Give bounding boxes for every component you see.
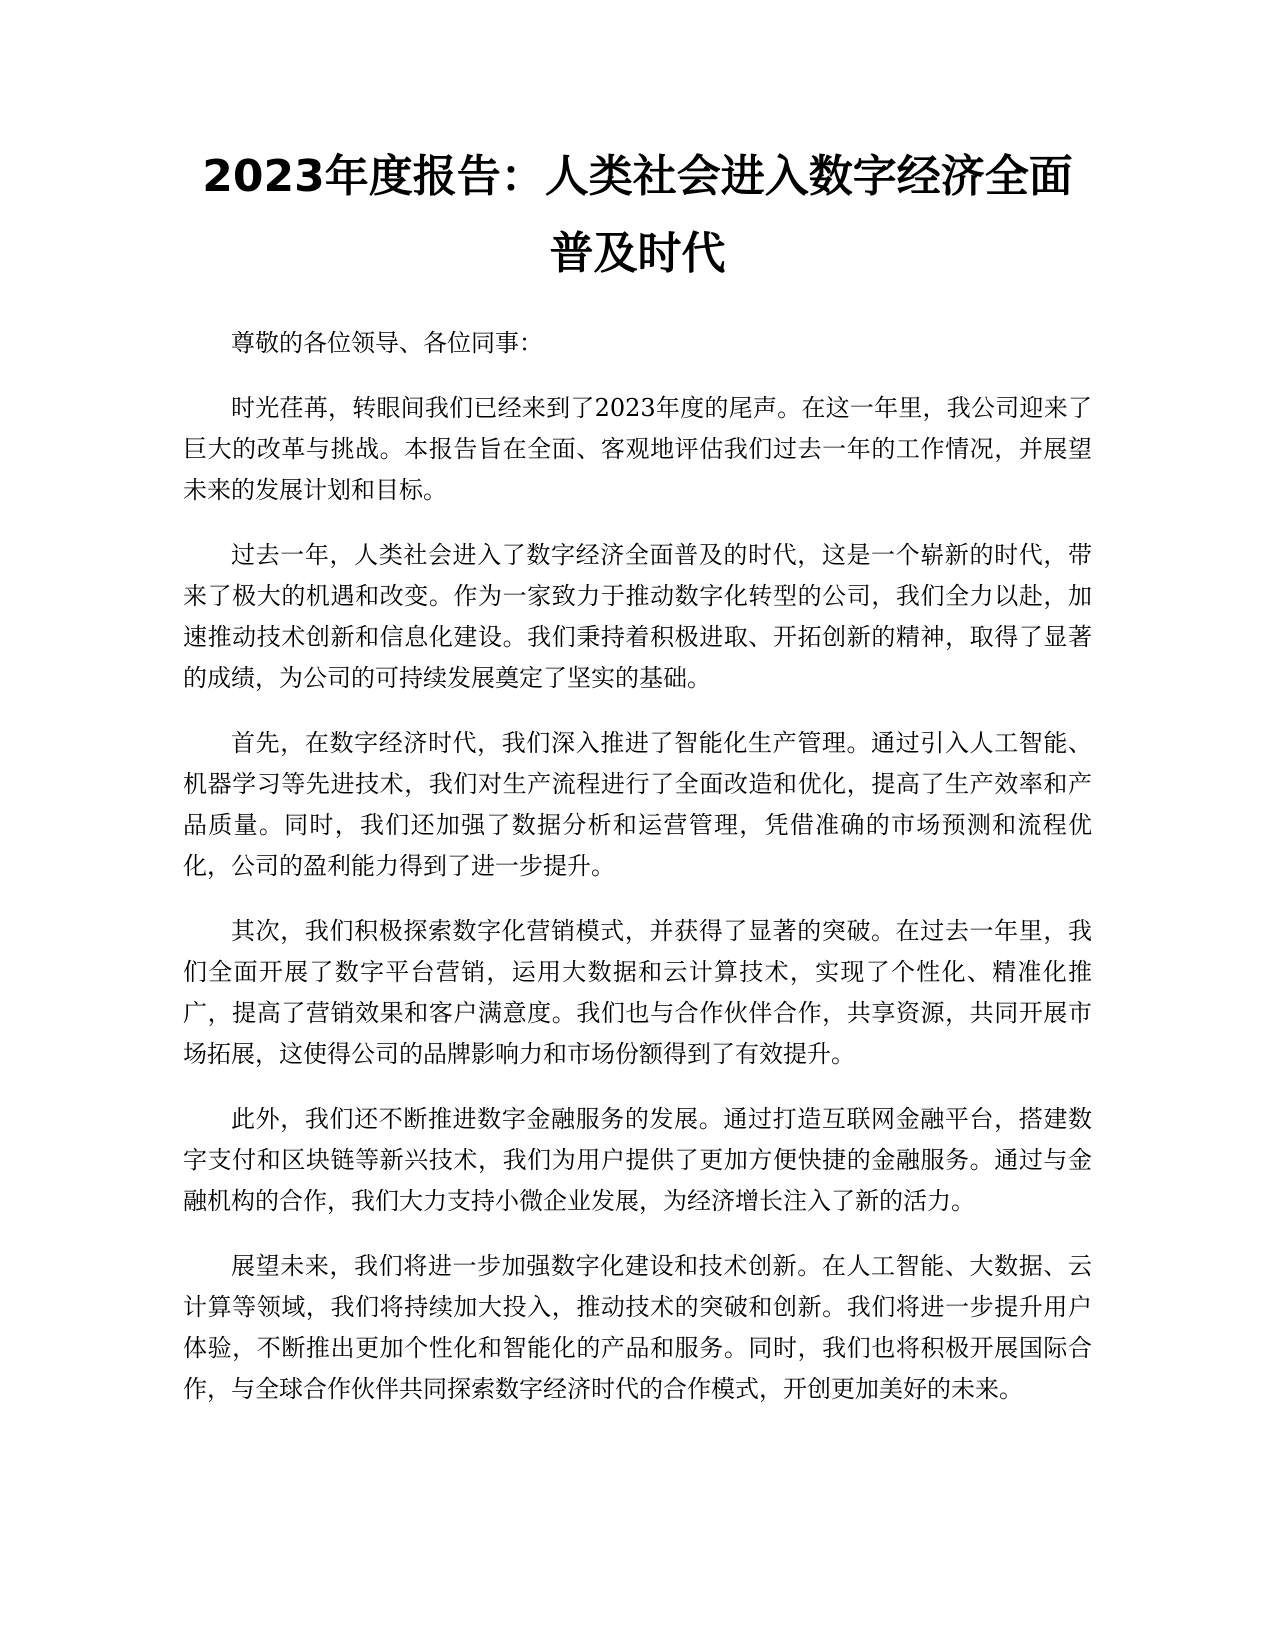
paragraph-smart-production: 首先，在数字经济时代，我们深入推进了智能化生产管理。通过引入人工智能、机器学习等先进技术，我们对生产流程进行了全面改造和优化，提高了生产效率和产品质量。同时，我们还加强了数据分析和运营管理，凭借准确的市场预测和流程优化，公司的盈利能力得到了进一步提升。 (183, 729, 1092, 880)
salutation: 尊敬的各位领导、各位同事： (231, 329, 543, 357)
paragraph-digital-marketing: 其次，我们积极探索数字化营销模式，并获得了显著的突破。在过去一年里，我们全面开展了数字平台营销，运用大数据和云计算技术，实现了个性化、精准化推广，提高了营销效果和客户满意度。我们也与合作伙伴合作，共享资源，共同开展市场拓展，这使得公司的品牌影响力和市场份额得到了有效提升。 (183, 917, 1092, 1068)
paragraph-digital-era: 过去一年，人类社会进入了数字经济全面普及的时代，这是一个崭新的时代，带来了极大的机遇和改变。作为一家致力于推动数字化转型的公司，我们全力以赴，加速推动技术创新和信息化建设。我们秉持着积极进取、开拓创新的精神，取得了显著的成绩，为公司的可持续发展奠定了坚实的基础。 (183, 541, 1092, 692)
paragraph-digital-finance: 此外，我们还不断推进数字金融服务的发展。通过打造互联网金融平台，搭建数字支付和区块链等新兴技术，我们为用户提供了更加方便快捷的金融服务。通过与金融机构的合作，我们大力支持小微企业发展，为经济增长注入了新的活力。 (183, 1105, 1092, 1215)
document-body (183, 323, 1092, 1434)
document-title: 2023年度报告：人类社会进入数字经济全面普及时代 (202, 151, 1073, 279)
paragraph-intro: 时光荏苒，转眼间我们已经来到了2023年度的尾声。在这一年里，我公司迎来了巨大的改革与挑战。本报告旨在全面、客观地评估我们过去一年的工作情况，并展望未来的发展计划和目标。 (183, 394, 1092, 504)
paragraph-outlook: 展望未来，我们将进一步加强数字化建设和技术创新。在人工智能、大数据、云计算等领域，我们将持续加大投入，推动技术的突破和创新。我们将进一步提升用户体验，不断推出更加个性化和智能化的产品和服务。同时，我们也将积极开展国际合作，与全球合作伙伴共同探索数字经济时代的合作模式，开创更加美好的未来。 (183, 1252, 1092, 1403)
